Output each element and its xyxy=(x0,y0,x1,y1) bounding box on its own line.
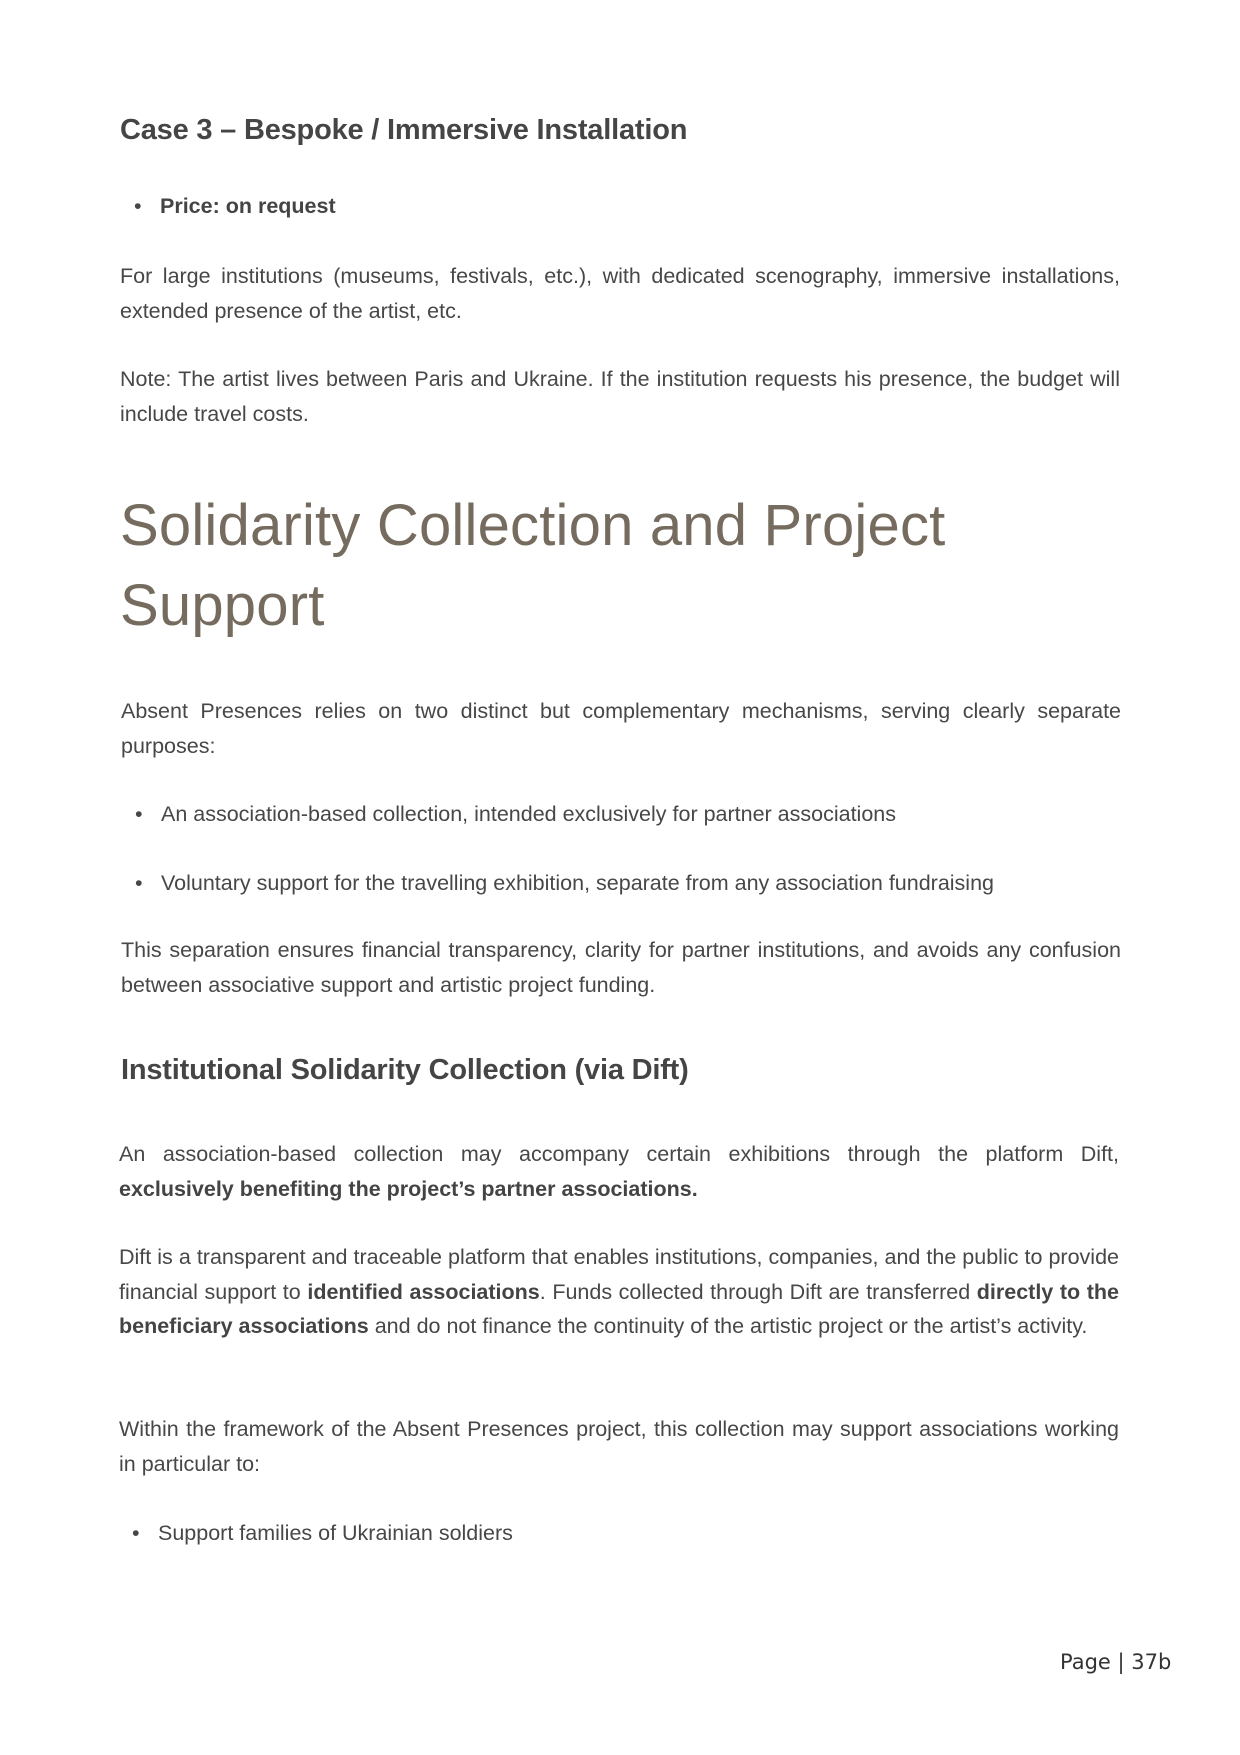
price-label: Price: on request xyxy=(160,194,336,218)
list-item xyxy=(132,1516,1122,1550)
dift-paragraph-3: Within the framework of the Absent Presences project, this collection may support associations working in particular to: xyxy=(119,1417,1119,1476)
separation-paragraph: This separation ensures financial transparency, clarity for partner institutions, and avoids any confusion between associative support and artistic project funding. xyxy=(121,938,1121,997)
case3-description: For large institutions (museums, festivals, etc.), with dedicated scenography, immersive installations, extended presence of the artist, etc. xyxy=(120,264,1120,323)
text-run: An association-based collection may accompany certain exhibitions through the platform Dift, xyxy=(119,1142,1119,1166)
dift-paragraph-1 xyxy=(119,1137,1119,1206)
bullet-icon: • xyxy=(132,1521,140,1545)
list-item-text: Support families of Ukrainian soldiers xyxy=(158,1521,513,1545)
text-run: and do not finance the continuity of the artistic project or the artist’s activity. xyxy=(368,1314,1088,1338)
dift-paragraph-2 xyxy=(119,1240,1119,1344)
bold-text: exclusively benefiting the project’s partner associations. xyxy=(119,1176,698,1201)
case3-heading: Case 3 – Bespoke / Immersive Installation xyxy=(120,114,688,146)
list-item-text: An association-based collection, intended exclusively for partner associations xyxy=(161,802,896,826)
list-item xyxy=(134,189,1034,223)
dift-heading: Institutional Solidarity Collection (via Dift) xyxy=(121,1054,689,1086)
section-title: Solidarity Collection and Project Support xyxy=(120,493,946,638)
case3-note: Note: The artist lives between Paris and Ukraine. If the institution requests his presence, the budget will include travel costs. xyxy=(120,367,1120,426)
list-item-text: Voluntary support for the travelling exhibition, separate from any association fundraising xyxy=(161,871,994,895)
bold-text: directly to the beneficiary associations xyxy=(119,1279,1119,1338)
list-item xyxy=(135,797,1125,831)
page-number: Page | 37b xyxy=(1060,1650,1172,1674)
list-item xyxy=(135,866,1125,900)
bullet-icon: • xyxy=(135,802,143,826)
text-run: . Funds collected through Dift are transferred xyxy=(539,1279,977,1304)
bold-text: identified associations xyxy=(307,1279,540,1304)
bullet-icon: • xyxy=(135,871,143,895)
solidarity-intro: Absent Presences relies on two distinct but complementary mechanisms, serving clearly separate purposes: xyxy=(121,699,1121,758)
bullet-icon: • xyxy=(134,194,142,218)
text-run: Dift is a transparent and traceable platform that enables institutions, companies, and the public to provide financial support to xyxy=(119,1245,1119,1304)
